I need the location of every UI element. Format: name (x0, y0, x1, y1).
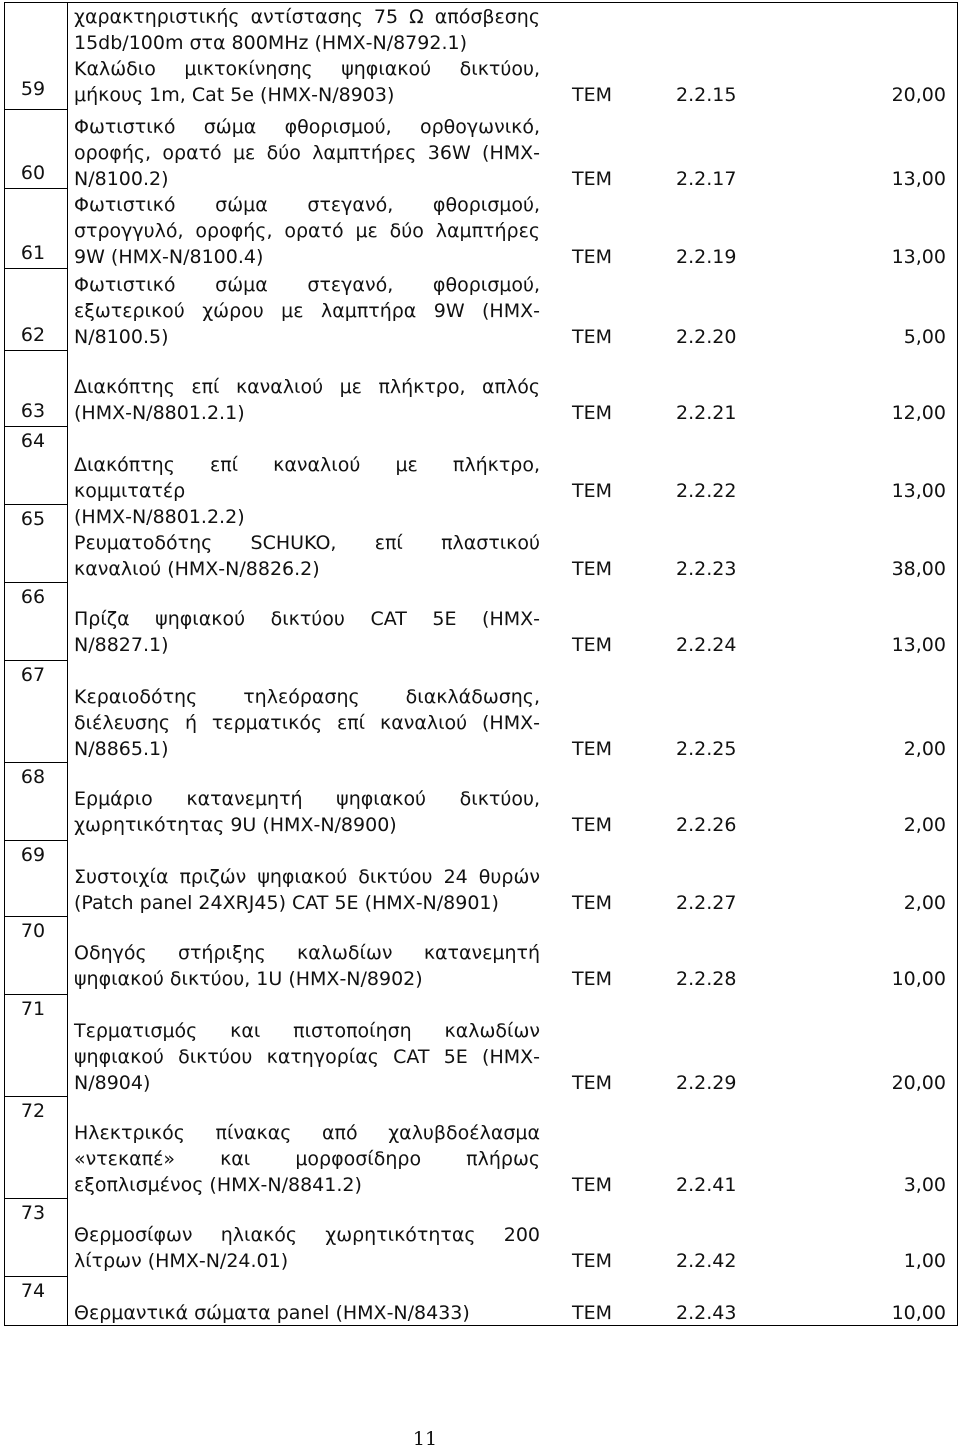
description-line: Ν/8100.2) (74, 168, 169, 190)
item-number: 69 (20, 844, 46, 866)
description-line: Φωτιστικό σώμα στεγανό, φθορισμού, (74, 274, 540, 296)
item-number: 74 (20, 1280, 46, 1302)
row-divider (5, 660, 67, 661)
item-code: 2.2.27 (676, 892, 737, 914)
item-number: 70 (20, 920, 46, 942)
description-line: Διακόπτης επί καναλιού με πλήκτρο, απλός (74, 376, 540, 398)
description-line: (ΗΜΧ-Ν/8801.2.2) (74, 506, 245, 528)
item-quantity: 5,00 (903, 326, 946, 348)
row-divider (5, 582, 67, 583)
item-unit: ΤΕΜ (572, 326, 613, 348)
description-line: Θερμαντικά σώματα panel (ΗΜΧ-Ν/8433) (74, 1302, 470, 1324)
item-unit: ΤΕΜ (572, 1174, 613, 1196)
item-description (74, 864, 540, 916)
description-line: Ηλεκτρικός πίνακας από χαλυβδοέλασμα (74, 1122, 540, 1144)
item-code: 2.2.43 (676, 1302, 737, 1324)
item-number: 73 (20, 1202, 46, 1224)
item-quantity: 2,00 (903, 814, 946, 836)
item-description (74, 786, 540, 838)
description-line: Θερμοσίφων ηλιακός χωρητικότητας 200 (74, 1224, 540, 1246)
item-unit: ΤΕΜ (572, 402, 613, 424)
item-unit: ΤΕΜ (572, 1072, 613, 1094)
description-line: Ν/8865.1) (74, 738, 169, 760)
description-line: διέλευσης ή τερματικός επί καναλιού (ΗΜΧ- (74, 712, 540, 734)
item-unit: ΤΕΜ (572, 246, 613, 268)
description-line: Πρίζα ψηφιακού δικτύου CAT 5E (ΗΜΧ- (74, 608, 540, 630)
item-code: 2.2.19 (676, 246, 737, 268)
description-line: καναλιού (ΗΜΧ-Ν/8826.2) (74, 558, 320, 580)
item-number: 63 (20, 400, 46, 422)
description-line: (Patch panel 24XRJ45) CAT 5E (ΗΜΧ-Ν/8901) (74, 892, 499, 914)
item-code: 2.2.20 (676, 326, 737, 348)
row-divider (5, 350, 67, 351)
item-description (74, 940, 540, 992)
item-quantity: 12,00 (891, 402, 946, 424)
row-divider (5, 916, 67, 917)
item-unit: ΤΕΜ (572, 84, 613, 106)
item-quantity: 10,00 (891, 1302, 946, 1324)
row-divider (5, 504, 67, 505)
item-description (74, 606, 540, 658)
item-unit: ΤΕΜ (572, 1250, 613, 1272)
item-number: 67 (20, 664, 46, 686)
description-line: Ν/8904) (74, 1072, 151, 1094)
item-unit: ΤΕΜ (572, 738, 613, 760)
item-code: 2.2.41 (676, 1174, 737, 1196)
description-line: ψηφιακού δικτύου κατηγορίας CAT 5E (ΗΜΧ- (74, 1046, 540, 1068)
item-description (74, 452, 540, 530)
item-number: 68 (20, 766, 46, 788)
description-line: ψηφιακού δικτύου, 1U (ΗΜΧ-Ν/8902) (74, 968, 423, 990)
item-code: 2.2.21 (676, 402, 737, 424)
item-number: 71 (20, 998, 46, 1020)
item-description (74, 1222, 540, 1274)
description-line: Συστοιχία πριζών ψηφιακού δικτύου 24 θυρών (74, 866, 540, 888)
description-line: «ντεκαπέ» και μορφοσίδηρο πλήρως (74, 1148, 540, 1170)
description-line: Ν/8100.5) (74, 326, 169, 348)
item-unit: ΤΕΜ (572, 814, 613, 836)
item-quantity: 2,00 (903, 738, 946, 760)
item-unit: ΤΕΜ (572, 480, 613, 502)
description-line: Οδηγός στήριξης καλωδίων κατανεμητή (74, 942, 540, 964)
item-number: 60 (20, 162, 46, 184)
item-code: 2.2.17 (676, 168, 737, 190)
item-number: 65 (20, 508, 46, 530)
item-description (74, 1300, 540, 1326)
row-divider (5, 268, 67, 269)
description-line: στρογγυλό, οροφής, ορατό με δύο λαμπτήρες (74, 220, 540, 242)
item-quantity: 38,00 (891, 558, 946, 580)
row-divider (5, 1276, 67, 1277)
item-number: 72 (20, 1100, 46, 1122)
item-code: 2.2.42 (676, 1250, 737, 1272)
description-line: 15db/100m στα 800MHz (ΗΜΧ-Ν/8792.1) (74, 32, 467, 54)
item-unit: ΤΕΜ (572, 634, 613, 656)
item-code: 2.2.26 (676, 814, 737, 836)
description-line: Κεραιοδότης τηλεόρασης διακλάδωσης, (74, 686, 540, 708)
row-divider (5, 426, 67, 427)
description-line: εξωτερικού χώρου με λαμπτήρα 9W (ΗΜΧ- (74, 300, 540, 322)
row-divider (5, 762, 67, 763)
item-description (74, 272, 540, 350)
item-code: 2.2.28 (676, 968, 737, 990)
description-line: Διακόπτης επί καναλιού με πλήκτρο, κομμιτατέρ (74, 454, 540, 502)
column-divider (67, 3, 68, 1325)
item-quantity: 13,00 (891, 246, 946, 268)
item-unit: ΤΕΜ (572, 558, 613, 580)
item-number: 66 (20, 586, 46, 608)
item-quantity: 20,00 (891, 1072, 946, 1094)
item-unit: ΤΕΜ (572, 892, 613, 914)
description-line: χαρακτηριστικής αντίστασης 75 Ω απόσβεσης (74, 6, 540, 28)
item-description (74, 684, 540, 762)
description-line: Ρευματοδότης SCHUKO, επί πλαστικού (74, 532, 540, 554)
item-quantity: 3,00 (903, 1174, 946, 1196)
page-number: 11 (412, 1428, 438, 1450)
item-code: 2.2.23 (676, 558, 737, 580)
item-quantity: 2,00 (903, 892, 946, 914)
item-code: 2.2.24 (676, 634, 737, 656)
item-number: 59 (20, 78, 46, 100)
item-number: 64 (20, 430, 46, 452)
row-divider (5, 1198, 67, 1199)
item-description (74, 1018, 540, 1096)
item-quantity: 1,00 (903, 1250, 946, 1272)
item-number: 62 (20, 324, 46, 346)
item-unit: ΤΕΜ (572, 968, 613, 990)
row-divider (5, 109, 67, 110)
row-divider (5, 840, 67, 841)
item-code: 2.2.25 (676, 738, 737, 760)
description-line: οροφής, ορατό με δύο λαμπτήρες 36W (ΗΜΧ- (74, 142, 540, 164)
description-line: Φωτιστικό σώμα στεγανό, φθορισμού, (74, 194, 540, 216)
item-description (74, 374, 540, 426)
description-line: (ΗΜΧ-Ν/8801.2.1) (74, 402, 245, 424)
item-description (74, 4, 540, 108)
row-divider (5, 994, 67, 995)
item-code: 2.2.29 (676, 1072, 737, 1094)
item-number: 61 (20, 242, 46, 264)
item-quantity: 13,00 (891, 634, 946, 656)
description-line: Καλώδιο μικτοκίνησης ψηφιακού δικτύου, (74, 58, 540, 80)
item-description (74, 192, 540, 270)
row-divider (5, 1096, 67, 1097)
description-line: Φωτιστικό σώμα φθορισμού, ορθογωνικό, (74, 116, 540, 138)
item-quantity: 20,00 (891, 84, 946, 106)
item-description (74, 114, 540, 192)
description-line: εξοπλισμένος (ΗΜΧ-Ν/8841.2) (74, 1174, 362, 1196)
description-line: Τερματισμός και πιστοποίηση καλωδίων (74, 1020, 540, 1042)
item-code: 2.2.22 (676, 480, 737, 502)
item-quantity: 13,00 (891, 168, 946, 190)
item-unit: ΤΕΜ (572, 1302, 613, 1324)
description-line: χωρητικότητας 9U (ΗΜΧ-Ν/8900) (74, 814, 397, 836)
item-quantity: 10,00 (891, 968, 946, 990)
item-quantity: 13,00 (891, 480, 946, 502)
description-line: μήκους 1m, Cat 5e (ΗΜΧ-Ν/8903) (74, 84, 395, 106)
item-code: 2.2.15 (676, 84, 737, 106)
row-divider (5, 188, 67, 189)
item-description (74, 1120, 540, 1198)
description-line: Ν/8827.1) (74, 634, 169, 656)
description-line: 9W (ΗΜΧ-Ν/8100.4) (74, 246, 264, 268)
description-line: λίτρων (ΗΜΧ-Ν/24.01) (74, 1250, 289, 1272)
item-description (74, 530, 540, 582)
item-unit: ΤΕΜ (572, 168, 613, 190)
description-line: Ερμάριο κατανεμητή ψηφιακού δικτύου, (74, 788, 540, 810)
